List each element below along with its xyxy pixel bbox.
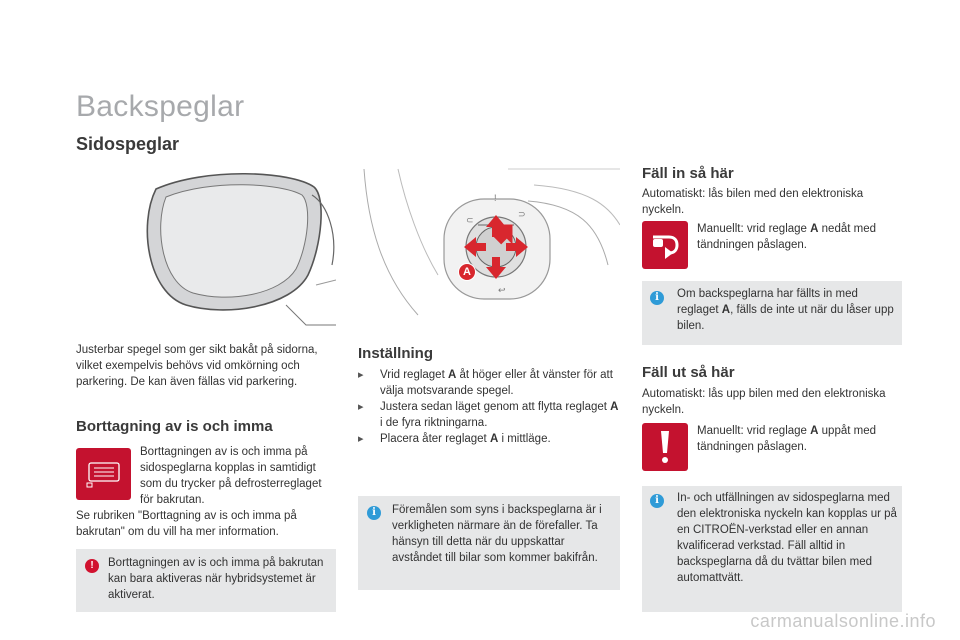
adjustment-title: Inställning [358, 345, 433, 362]
mirror-illustration [76, 165, 336, 330]
bullet-marker: ▸ [358, 401, 364, 413]
distance-info-text: Föremålen som syns i backspeglarna är i verkligheten närmare än de förefaller. Ta hänsyn till detta när du uppskattar avståndet till bilar som kommer bakifrån. [392, 504, 602, 564]
mirror-intro: Justerbar spegel som ger sikt bakåt på sidorna, vilket exempelvis behövs vid omkörning och parkering. De kan även fällas vid parkering. [76, 344, 318, 388]
adjustment-step [358, 367, 620, 399]
svg-text:⊃: ⊃ [518, 209, 526, 219]
hybrid-warning-box [76, 549, 336, 612]
defrost-text: Borttagningen av is och imma på sidospeglarna kopplas in samtidigt som du trycker på defrosterreglaget för bakrutan. [140, 446, 322, 506]
distance-info-box [358, 496, 620, 590]
bullet-marker: ▸ [358, 369, 364, 381]
fold-in-info-text: Om backspeglarna har fällts in med reglaget A, fälls de inte ut när du låser upp bilen. [677, 288, 894, 332]
fold-in-icon-tile [642, 221, 688, 269]
defrost-title: Borttagning av is och imma [76, 418, 273, 435]
warning-icon: ! [85, 559, 99, 573]
page-title: Backspeglar [76, 90, 245, 123]
info-icon: i [650, 291, 664, 305]
fold-out-info-text: In- och utfällningen av sidospeglarna med den elektroniska nyckeln kan kopplas ur på en CITROËN-verkstad eller en annan kvalificerad verkstad. Fäll alltid in backspeglarna då du tvättar bilen med automattvätt. [677, 492, 897, 584]
svg-text:⊂: ⊂ [466, 215, 474, 225]
mirror-control-illustration [358, 165, 620, 330]
step-text: Justera sedan läget genom att flytta reglaget A i de fyra riktningarna. [380, 401, 619, 429]
mirror-fold-out-icon [655, 429, 675, 465]
adjustment-step [358, 431, 620, 447]
info-icon: i [650, 494, 664, 508]
defrost-icon [85, 459, 123, 489]
side-mirror-drawing [76, 165, 336, 330]
adjustment-steps [358, 367, 620, 447]
rear-defrost-button-icon [76, 448, 131, 500]
fold-in-automatic: Automatiskt: lås bilen med den elektroniska nyckeln. [642, 188, 864, 216]
defrost-reference: Se rubriken "Borttagning av is och imma på bakrutan" om du vill ha mer information. [76, 510, 297, 538]
fold-in-manual: Manuellt: vrid reglage A nedåt med tändningen påslagen. [697, 223, 877, 251]
bullet-marker: ▸ [358, 433, 364, 445]
fold-out-automatic: Automatiskt: lås upp bilen med den elektroniska nyckeln. [642, 388, 886, 416]
section-title: Sidospeglar [76, 134, 180, 154]
reference-a-badge: A [458, 263, 476, 281]
step-text: Placera åter reglaget A i mittläge. [380, 433, 551, 445]
fold-in-info-box [642, 281, 902, 345]
door-control-drawing [358, 165, 620, 330]
fold-out-manual: Manuellt: vrid reglage A uppåt med tändningen påslagen. [697, 425, 877, 453]
adjustment-step [358, 399, 620, 431]
info-icon: i [367, 506, 381, 520]
fold-out-info-box [642, 486, 902, 612]
watermark: carmanualsonline.info [750, 611, 936, 631]
fold-out-icon-tile [642, 423, 688, 471]
mirror-fold-in-icon [649, 231, 681, 259]
fold-out-title: Fäll ut så här [642, 364, 735, 381]
fold-in-title: Fäll in så här [642, 165, 734, 182]
svg-text:!: ! [494, 193, 497, 203]
hybrid-warning-text: Borttagningen av is och imma på bakrutan kan bara aktiveras när hybridsystemet är aktiverat. [108, 557, 324, 601]
svg-text:↩: ↩ [498, 285, 506, 295]
step-text: Vrid reglaget A åt höger eller åt vänster för att välja motsvarande spegel. [380, 369, 613, 397]
